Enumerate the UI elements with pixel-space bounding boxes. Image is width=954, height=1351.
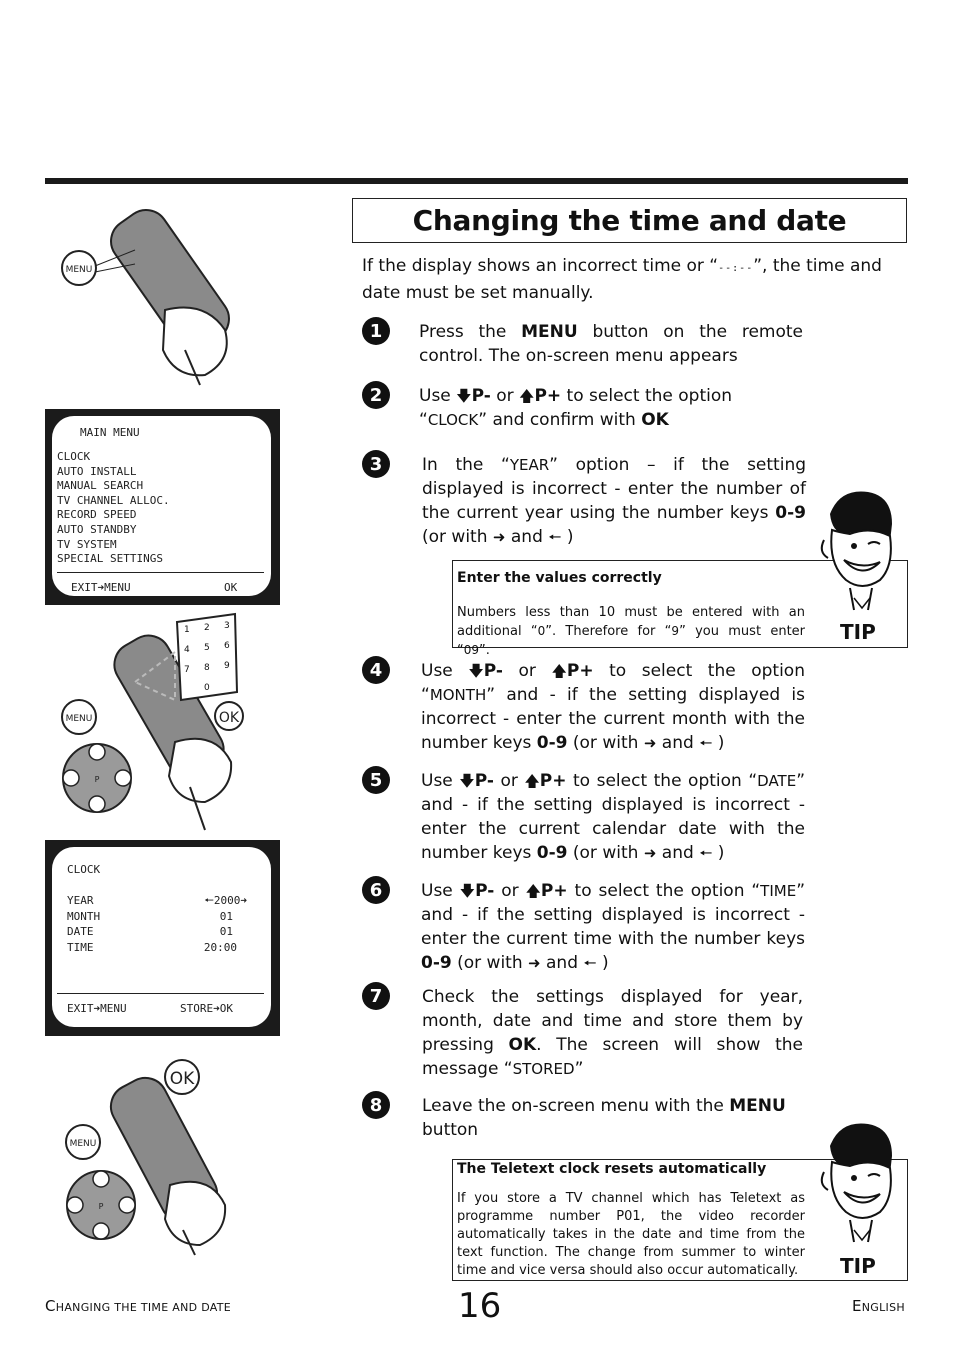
title-box [352, 198, 907, 243]
arrow-right-icon: ➜ [492, 528, 506, 546]
step-text: Press the MENU button on the remote control. The on-screen menu appears [419, 322, 803, 366]
arrow-down-icon: 🡇 [468, 662, 484, 680]
p-label: P [98, 1202, 104, 1211]
screen-title: CLOCK [67, 863, 101, 876]
menu-item: SPECIAL SETTINGS [57, 552, 163, 566]
arrow-right-icon: ➜ [643, 734, 657, 752]
menu-item: TV SYSTEM [57, 537, 117, 551]
arrow-left-icon: 🠔 [699, 844, 713, 862]
cartoon-face-icon [810, 1116, 902, 1246]
step-number: 5 [362, 766, 390, 794]
step-text: Use 🡇P- or 🡅P+ to select the option “DATE” and - if the setting displayed is incorrect - enter the current calendar date with the number keys 0-9 (or with ➜ and 🠔 ) [421, 771, 805, 863]
store-hint: STORE➜OK [180, 1002, 233, 1015]
dashes-display: --:-- [718, 263, 754, 274]
clock-rows [67, 893, 247, 955]
arrow-right-icon: ➜ [213, 1002, 220, 1015]
clock-row-year: YEAR 🠔2000➜ [67, 894, 247, 907]
ok-hint: OK [224, 581, 238, 594]
step-text: Leave the on-screen menu with the MENU button [422, 1096, 786, 1140]
arrow-left-icon: 🠔 [204, 894, 214, 907]
clock-row-date: DATE 01 [67, 925, 233, 938]
tip-body: Numbers less than 10 must be entered with an additional “0”. Therefore for “9” you must enter “09”. [457, 605, 806, 658]
arrow-up-icon: 🡅 [551, 662, 567, 680]
key: 8 [204, 663, 210, 673]
step-text: In the “YEAR” option – if the setting displayed is incorrect - enter the number of the current year using the number keys 0-9 (or with ➜ and 🠔 ) [422, 455, 807, 547]
menu-label: MENU [65, 714, 93, 724]
arrow-up-icon: 🡅 [524, 772, 540, 790]
arrow-down-icon: 🡇 [459, 772, 475, 790]
step-text: Use 🡇P- or 🡅P+ to select the option “TIME” and - if the setting displayed is incorrect - enter the current time with the number keys 0-9 (or with ➜ and 🠔 ) [421, 881, 805, 973]
footer-section-title: CHANGING THE TIME AND DATE [45, 1297, 232, 1315]
screen-title: MAIN MENU [80, 426, 140, 439]
step-number: 7 [362, 982, 390, 1010]
main-menu-screen [45, 409, 280, 605]
key: 0 [204, 683, 210, 693]
tip-title: The Teletext clock resets automatically [457, 1161, 767, 1177]
step-number: 4 [362, 656, 390, 684]
step-number: 2 [362, 381, 390, 409]
step-text: Use 🡇P- or 🡅P+ to select the option “MONTH” and - if the setting displayed is incorrect - enter the current month with the number keys 0-9 (or with ➜ and 🠔 ) [421, 661, 805, 753]
step-text: Use 🡇P- or 🡅P+ to select the option “CLOCK” and confirm with OK [419, 386, 733, 430]
tip-title: Enter the values correctly [457, 570, 662, 586]
key: 3 [224, 621, 230, 631]
arrow-down-icon: 🡇 [456, 387, 472, 405]
step-number: 6 [362, 876, 390, 904]
clock-screen [45, 840, 280, 1036]
tip-body: If you store a TV channel which has Teletext as programme number P01, the video recorder automatically takes in the date and time from the text function. The change from summer to winter time and vice versa should also occur automatically. [457, 1191, 805, 1278]
footer-language: ENGLISH [852, 1297, 905, 1315]
menu-item: CLOCK [57, 450, 91, 463]
clock-row-month: MONTH 01 [67, 909, 233, 923]
step-number: 1 [362, 317, 390, 345]
menu-item: RECORD SPEED [57, 508, 137, 522]
menu-item: TV CHANNEL ALLOC. [57, 493, 170, 507]
key: 6 [224, 641, 230, 651]
key: 9 [224, 661, 230, 671]
step-text: Check the settings displayed for year, month, date and time and store them by pressing OK. The screen will show the message “STORED” [422, 987, 803, 1079]
ok-label: OK [218, 710, 240, 726]
arrow-up-icon: 🡅 [525, 882, 541, 900]
key: 2 [204, 623, 210, 633]
clock-row-time: TIME 20:00 [67, 940, 237, 954]
step-number: 8 [362, 1091, 390, 1119]
intro-paragraph: If the display shows an incorrect time or “--:--”, the time and date must be set manually. [362, 256, 882, 303]
menu-item: MANUAL SEARCH [57, 479, 144, 493]
remote-ok-illustration [55, 1055, 255, 1265]
header-rule [45, 178, 908, 184]
arrow-right-icon: ➜ [643, 844, 657, 862]
page-title: Changing the time and date [412, 204, 847, 237]
arrow-left-icon: 🠔 [583, 954, 597, 972]
menu-list [57, 450, 170, 567]
tip-label: TIP [840, 1254, 876, 1278]
arrow-left-icon: 🠔 [548, 528, 562, 546]
remote-illustration [55, 200, 255, 390]
arrow-right-icon: ➜ [93, 1002, 101, 1015]
arrow-right-icon: ➜ [528, 954, 541, 972]
exit-hint: EXIT➜MENU [71, 581, 131, 594]
menu-label: MENU [65, 265, 93, 275]
cartoon-face-icon [810, 484, 902, 614]
arrow-left-icon: 🠔 [699, 734, 713, 752]
exit-hint: EXIT➜MENU [67, 1002, 127, 1015]
key: 7 [184, 665, 190, 675]
menu-label: MENU [69, 1139, 97, 1149]
ok-label: OK [169, 1069, 195, 1089]
arrow-right-icon: ➜ [240, 894, 247, 907]
key: 5 [204, 643, 210, 653]
p-label: P [94, 775, 100, 784]
menu-item: AUTO STANDBY [57, 522, 137, 536]
key: 4 [184, 645, 190, 655]
page-number: 16 [458, 1286, 502, 1326]
key: 1 [184, 625, 190, 635]
arrow-right-icon: ➜ [97, 581, 105, 594]
step-number: 3 [362, 450, 390, 478]
tip-label: TIP [840, 620, 876, 644]
menu-item: AUTO INSTALL [57, 464, 137, 478]
arrow-down-icon: 🡇 [459, 882, 476, 900]
arrow-up-icon: 🡅 [519, 387, 535, 405]
